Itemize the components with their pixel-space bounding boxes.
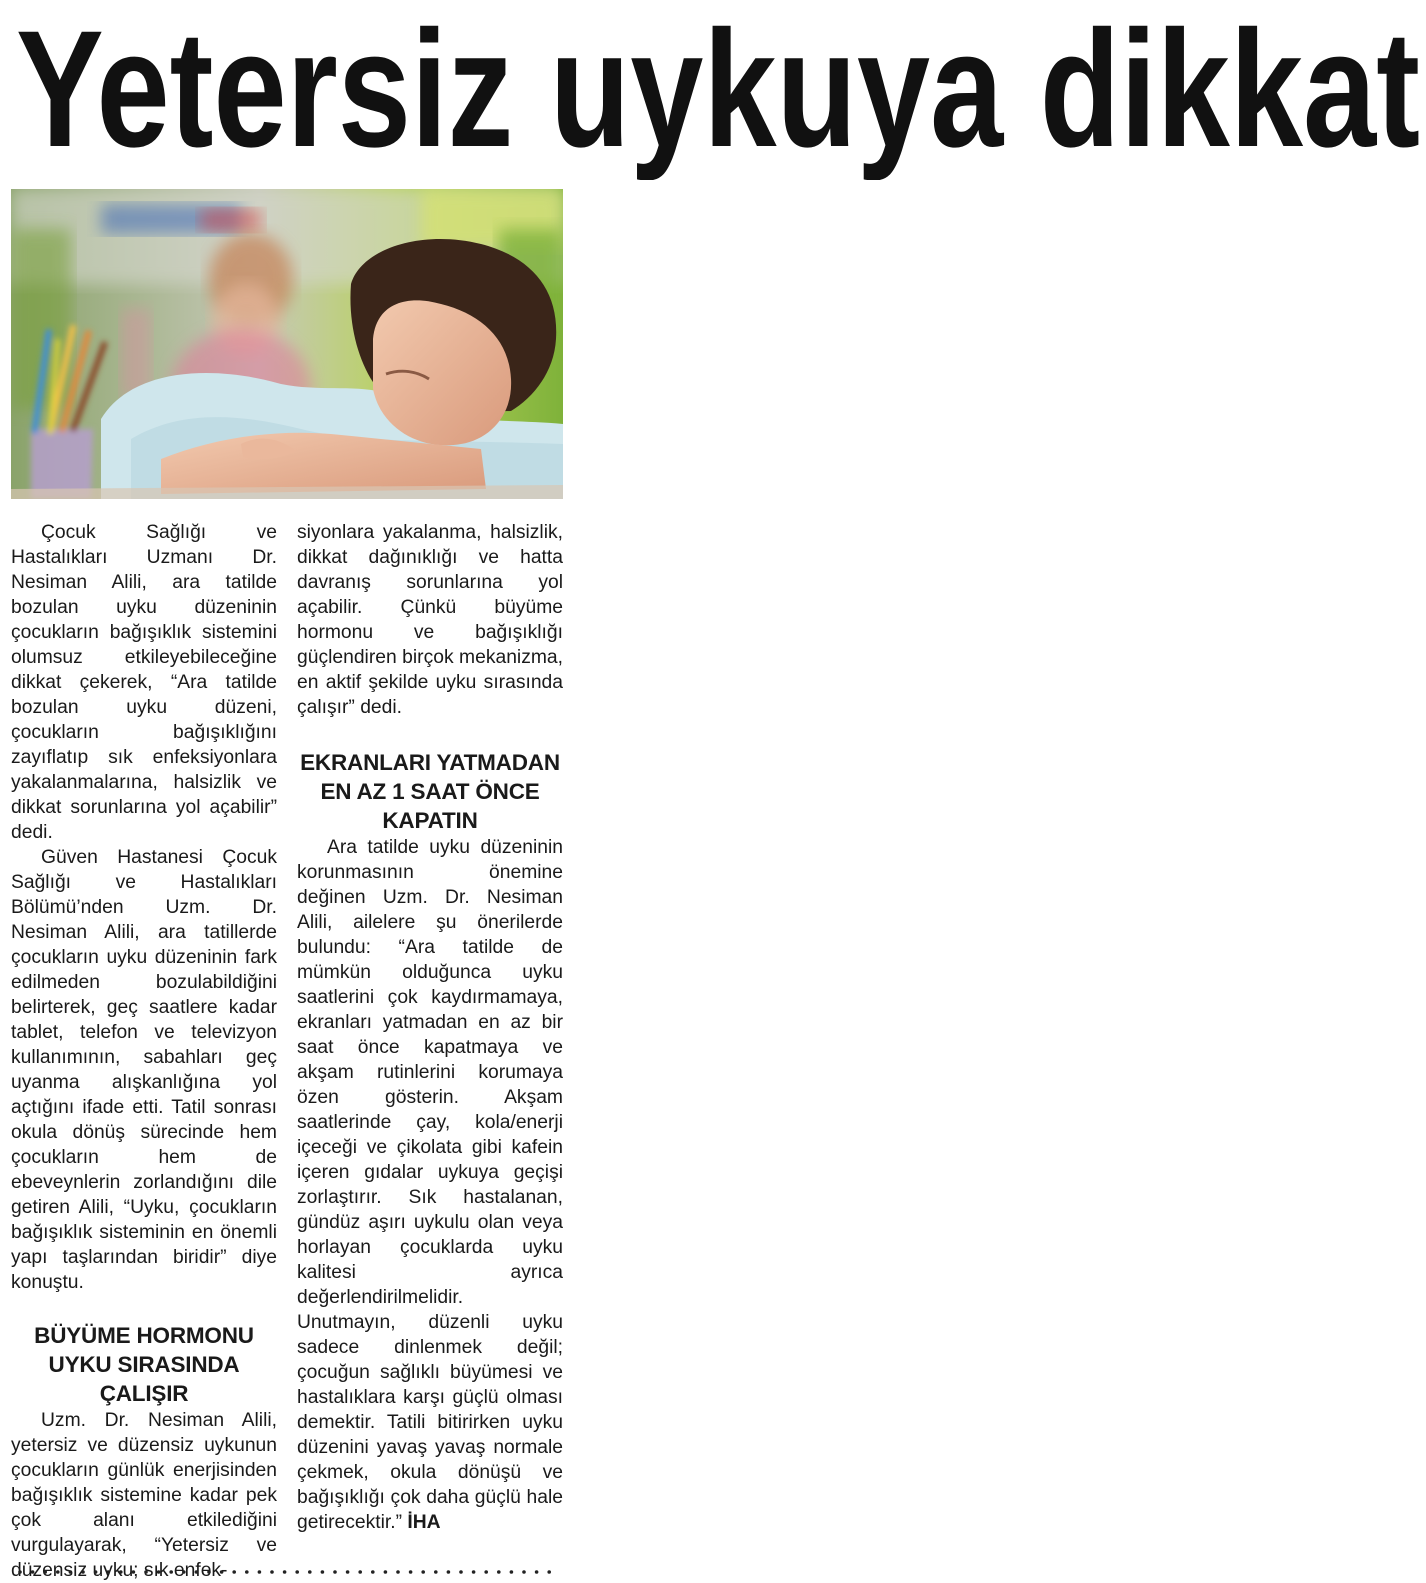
quote-text: Ara tatilde uyku düzeninin korunmasının önemine değinen Uzm. Dr. Nesiman Alili, ailelere şu önerilerde bulundu: “Ara tatilde de mümkün olduğunca uyku saatlerini çok kaydırmamaya, ekranları yatmadan en az bir saat önce kapatmaya ve akşam rutinlerini korumaya özen gösterin. Akşam saatlerinde çay, kola/enerji içeceği ve çikolata gibi kafein içeren gıdalar uykuya geçişi zorlaştırır. Sık hastalanan, gündüz aşırı uykulu olan veya horlayan çocuklarda uyku kalitesi ayrıca değerlendirilmelidir. Unutmayın, düzenli uyku sadece dinlenmek değil; çocuğun sağlıklı büyümesi ve hastalıklara karşı güçlü olması demektir. Tatili bitirirken uyku düzenini yavaş yavaş normale çekmek, okula dönüşü ve bağışıklığı çok daha güçlü hale getirecektir.” xyxy=(297,837,563,1533)
article-photo xyxy=(11,189,563,499)
body-paragraph: Çocuk Sağlığı ve Hastalıkları Uzmanı Dr. Nesiman Alili, ara tatilde bozulan uyku düzeninin çocukların bağışıklık sistemini olumsuz etkileyebileceğine dikkat çekerek, “Ara tatilde bozulan uyku düzeni, çocukların bağışıklığını zayıflatıp sık enfeksiyonlara yakalanmalarına, halsizlik ve dikkat sorunlarına yol açabilir” dedi. xyxy=(11,522,277,843)
article-headline xyxy=(14,2,1424,180)
body-paragraph: Uzm. Dr. Nesiman Alili, yetersiz ve düzensiz uykunun çocukların günlük enerjisinden bağışıklık sistemine kadar pek çok alanı etkilediğini vurgulayarak, “Yetersiz ve düzensiz uyku; sık enfek- xyxy=(11,1410,277,1581)
headline-text: Yetersiz uykuya dikkat xyxy=(16,2,1420,180)
body-paragraph: siyonlara yakalanma, halsizlik, dikkat dağınıklığı ve hatta davranış sorunlarına yol açabilir. Çünkü büyüme hormonu ve bağışıklığı güçlendiren birçok mekanizma, en aktif şekilde uyku sırasında çalışır” dedi. xyxy=(297,522,563,718)
agency-credit: İHA xyxy=(407,1512,441,1533)
subheading: BÜYÜME HORMONU UYKU SIRASINDA ÇALIŞIR xyxy=(34,1323,254,1406)
body-paragraph: Güven Hastanesi Çocuk Sağlığı ve Hastalıkları Bölümü’nden Uzm. Dr. Nesiman Alili, ara tatillerde çocukların uyku düzeninin fark edilmeden bozulabildiğini belirterek, geç saatlere kadar tablet, telefon ve televizyon kullanımının, sabahları geç uyanma alışkanlığına yol açtığını ifade etti. Tatil sonrası okula dönüş sürecinde hem çocukların hem de ebeveynlerin zorlandığını dile getiren Alili, “Uyku, çocukların bağışıklık sisteminin en önemli yapı taşlarından biridir” diye konuştu. xyxy=(11,847,277,1293)
column-right xyxy=(297,520,563,1535)
body-paragraph xyxy=(297,835,563,1535)
dotted-divider xyxy=(18,1568,563,1576)
subheading: EKRANLARI YATMADAN EN AZ 1 SAAT ÖNCE KAPATIN xyxy=(300,750,560,833)
column-left xyxy=(11,520,277,1583)
